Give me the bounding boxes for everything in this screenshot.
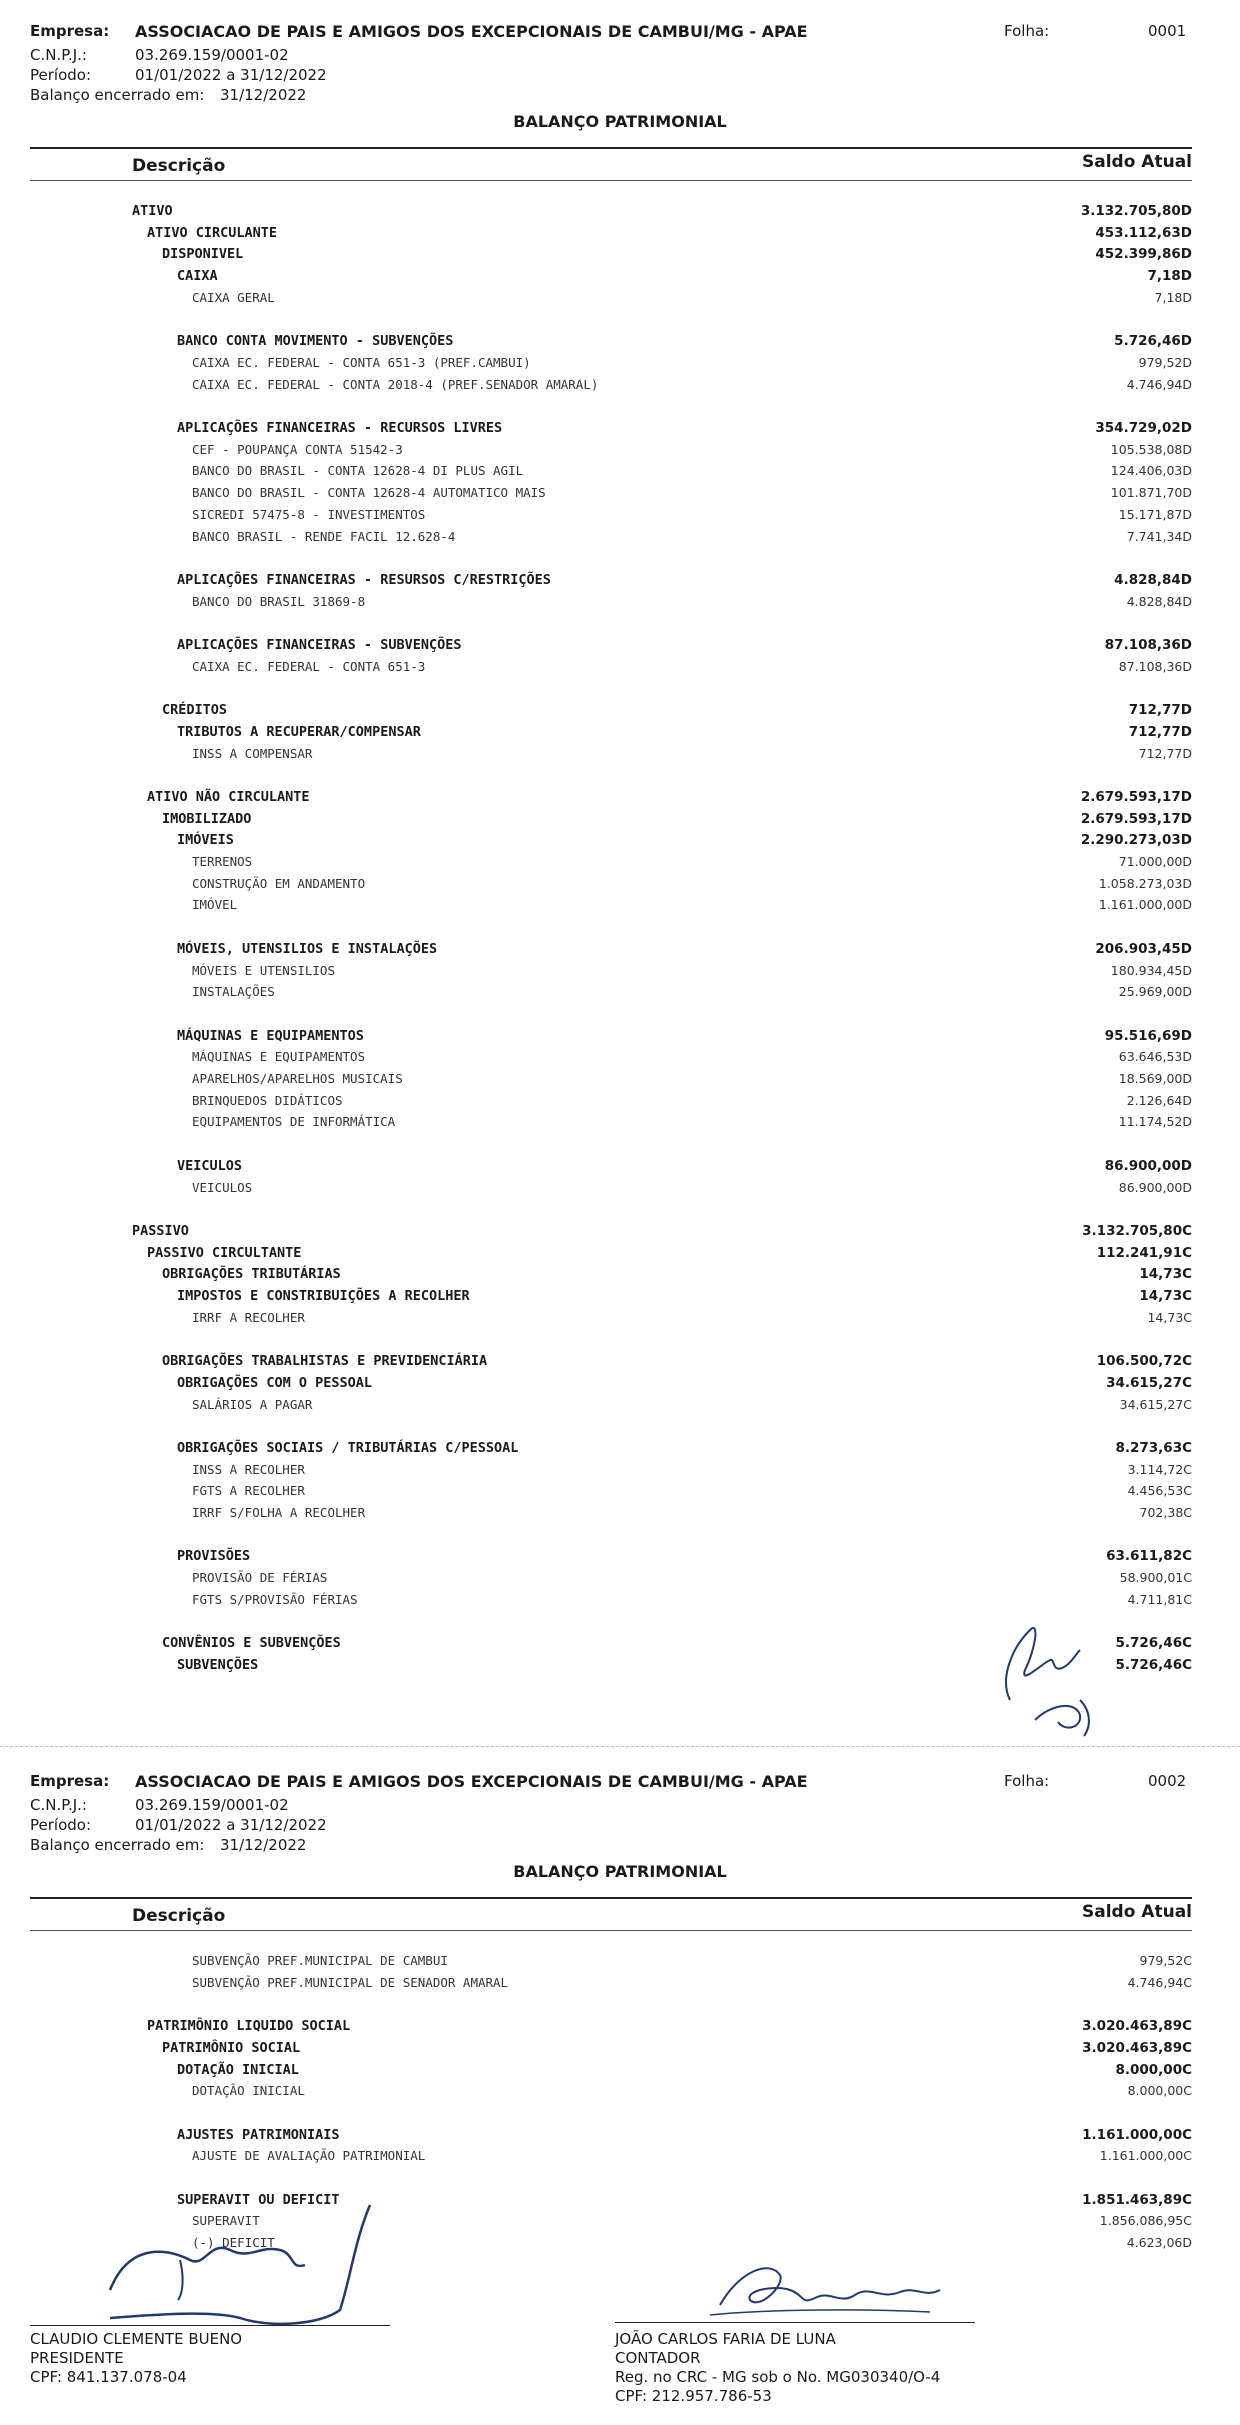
account-balance: 34.615,27C bbox=[1119, 1396, 1192, 1412]
column-saldo-atual: Saldo Atual bbox=[1082, 1902, 1192, 1922]
account-description: PROVISÕES bbox=[177, 1548, 251, 1565]
account-description: PROVISÃO DE FÉRIAS bbox=[192, 1570, 328, 1586]
account-balance: 1.856.086,95C bbox=[1099, 2213, 1192, 2229]
account-group-row bbox=[0, 225, 1240, 245]
account-group-row bbox=[0, 789, 1240, 809]
account-group-row bbox=[0, 941, 1240, 961]
account-group-row bbox=[0, 1440, 1240, 1460]
account-row bbox=[0, 1483, 1240, 1503]
account-group-row bbox=[0, 1158, 1240, 1178]
account-row bbox=[0, 594, 1240, 614]
account-description: OBRIGAÇÕES COM O PESSOAL bbox=[177, 1374, 373, 1391]
account-balance: 180.934,45D bbox=[1110, 962, 1192, 978]
account-group-row bbox=[0, 702, 1240, 722]
account-description: BANCO DO BRASIL 31869-8 bbox=[192, 593, 366, 609]
account-description: CAIXA EC. FEDERAL - CONTA 2018-4 (PREF.SENADOR AMARAL) bbox=[192, 376, 599, 392]
account-row bbox=[0, 507, 1240, 527]
account-description: DOTAÇÃO INICIAL bbox=[192, 2083, 305, 2099]
account-balance: 7,18D bbox=[1154, 289, 1192, 305]
account-balance: 452.399,86D bbox=[1095, 246, 1192, 263]
account-description: FGTS S/PROVISÃO FÉRIAS bbox=[192, 1591, 358, 1607]
account-description: SUBVENÇÕES bbox=[177, 1656, 259, 1673]
balanco-date: 31/12/2022 bbox=[220, 1836, 307, 1854]
account-description: IRRF S/FOLHA A RECOLHER bbox=[192, 1505, 366, 1520]
account-balance: 18.569,00D bbox=[1118, 1071, 1192, 1086]
account-balance: 1.851.463,89C bbox=[1082, 2191, 1192, 2208]
document-title: BALANÇO PATRIMONIAL bbox=[513, 112, 727, 131]
accountant-signature-line bbox=[615, 2322, 975, 2323]
account-balance: 4.828,84D bbox=[1126, 593, 1192, 609]
folha-label: Folha: bbox=[1004, 1772, 1050, 1790]
account-description: SUPERAVIT OU DEFICIT bbox=[177, 2191, 340, 2208]
account-description: IMÓVEL bbox=[192, 897, 238, 913]
account-group-row bbox=[0, 1288, 1240, 1308]
account-balance: 5.726,46C bbox=[1115, 1656, 1192, 1673]
empresa-label: Empresa: bbox=[30, 22, 110, 40]
account-row bbox=[0, 1049, 1240, 1069]
account-row bbox=[0, 1570, 1240, 1590]
account-row bbox=[0, 1505, 1240, 1525]
cnpj-label: C.N.P.J.: bbox=[30, 46, 87, 64]
account-description: OBRIGAÇÕES TRABALHISTAS E PREVIDENCIÁRIA bbox=[162, 1353, 488, 1370]
account-group-row bbox=[0, 811, 1240, 831]
account-balance: 34.615,27C bbox=[1106, 1374, 1192, 1391]
page-folha-2 bbox=[0, 1760, 1240, 2425]
account-description: DOTAÇÃO INICIAL bbox=[177, 2061, 299, 2078]
account-group-row bbox=[0, 1353, 1240, 1373]
account-description: CAIXA EC. FEDERAL - CONTA 651-3 bbox=[192, 658, 426, 674]
account-balance: 4.828,84D bbox=[1114, 571, 1192, 588]
account-balance: 712,77D bbox=[1128, 723, 1192, 740]
account-row bbox=[0, 746, 1240, 766]
periodo-value: 01/01/2022 a 31/12/2022 bbox=[135, 1816, 327, 1834]
account-description: OBRIGAÇÕES SOCIAIS / TRIBUTÁRIAS C/PESSOAL bbox=[177, 1439, 519, 1456]
account-description: SUBVENÇÃO PREF.MUNICIPAL DE SENADOR AMARAL bbox=[192, 1974, 509, 1990]
page-break bbox=[0, 1746, 1240, 1747]
account-balance: 58.900,01C bbox=[1119, 1570, 1192, 1586]
account-balance: 112.241,91C bbox=[1096, 1244, 1192, 1261]
account-description: APLICAÇÕES FINANCEIRAS - RESURSOS C/RESTRIÇÕES bbox=[177, 571, 551, 588]
account-group-row bbox=[0, 572, 1240, 592]
account-balance: 5.726,46C bbox=[1115, 1635, 1192, 1652]
account-description: PATRIMÔNIO LIQUIDO SOCIAL bbox=[147, 2018, 351, 2035]
account-description: OBRIGAÇÕES TRIBUTÁRIAS bbox=[162, 1266, 341, 1283]
account-row bbox=[0, 984, 1240, 1004]
column-rule bbox=[30, 180, 1192, 181]
accountant-cpf: CPF: 212.957.786-53 bbox=[615, 2387, 772, 2405]
account-description: CONVÊNIOS E SUBVENÇÕES bbox=[162, 1635, 341, 1652]
account-balance: 7,18D bbox=[1147, 268, 1192, 285]
accountant-signature bbox=[700, 2250, 960, 2330]
account-description: ATIVO NÃO CIRCULANTE bbox=[147, 788, 310, 805]
account-balance: 1.058.273,03D bbox=[1098, 875, 1192, 891]
account-row bbox=[0, 659, 1240, 679]
account-description: ATIVO bbox=[132, 203, 173, 219]
account-description: AJUSTE DE AVALIAÇÃO PATRIMONIAL bbox=[192, 2148, 426, 2164]
account-row bbox=[0, 897, 1240, 917]
account-group-row bbox=[0, 203, 1240, 223]
account-group-row bbox=[0, 268, 1240, 288]
document-title: BALANÇO PATRIMONIAL bbox=[513, 1862, 727, 1881]
account-balance: 4.623,06D bbox=[1126, 2235, 1192, 2251]
account-balance: 4.746,94C bbox=[1127, 1974, 1192, 1990]
president-signature-line bbox=[30, 2325, 390, 2326]
periodo-label: Período: bbox=[30, 66, 92, 84]
account-row bbox=[0, 442, 1240, 462]
account-description: INSTALAÇÕES bbox=[192, 984, 275, 1000]
account-balance: 8.000,00C bbox=[1115, 2061, 1192, 2078]
account-row bbox=[0, 2148, 1240, 2168]
account-balance: 7.741,34D bbox=[1126, 528, 1192, 544]
account-description: BANCO CONTA MOVIMENTO - SUBVENÇÕES bbox=[177, 333, 454, 350]
account-balance: 206.903,45D bbox=[1095, 940, 1192, 957]
account-balance: 101.871,70D bbox=[1110, 485, 1192, 501]
account-balance: 71.000,00D bbox=[1118, 854, 1192, 869]
account-description: SALÁRIOS A PAGAR bbox=[192, 1396, 313, 1412]
president-name: CLAUDIO CLEMENTE BUENO bbox=[30, 2330, 243, 2348]
account-description: MÁQUINAS E EQUIPAMENTOS bbox=[177, 1027, 364, 1044]
account-balance: 5.726,46D bbox=[1114, 333, 1192, 350]
account-row bbox=[0, 876, 1240, 896]
account-description: VEICULOS bbox=[177, 1157, 243, 1174]
account-row bbox=[0, 1310, 1240, 1330]
account-balance: 453.112,63D bbox=[1095, 224, 1192, 241]
account-balance: 3.114,72C bbox=[1127, 1461, 1192, 1477]
column-saldo-atual: Saldo Atual bbox=[1082, 152, 1192, 172]
account-description: BANCO DO BRASIL - CONTA 12628-4 DI PLUS AGIL bbox=[192, 463, 524, 479]
account-balance: 15.171,87D bbox=[1118, 506, 1192, 522]
account-balance: 63.646,53D bbox=[1118, 1049, 1192, 1065]
column-descricao: Descrição bbox=[132, 156, 226, 176]
periodo-value: 01/01/2022 a 31/12/2022 bbox=[135, 66, 327, 84]
account-description: SUBVENÇÃO PREF.MUNICIPAL DE CAMBUI bbox=[192, 1953, 448, 1968]
account-description: CONSTRUÇÃO EM ANDAMENTO bbox=[192, 875, 366, 891]
account-balance: 87.108,36D bbox=[1104, 637, 1192, 653]
empresa-label: Empresa: bbox=[30, 1772, 110, 1790]
account-description: BANCO BRASIL - RENDE FACIL 12.628-4 bbox=[192, 528, 456, 544]
account-group-row bbox=[0, 1028, 1240, 1048]
account-description: CAIXA bbox=[177, 268, 218, 285]
account-balance: 14,73C bbox=[1147, 1309, 1192, 1325]
account-description: CAIXA EC. FEDERAL - CONTA 651-3 (PREF.CAMBUI) bbox=[192, 354, 531, 370]
account-group-row bbox=[0, 246, 1240, 266]
account-row bbox=[0, 1975, 1240, 1995]
account-row bbox=[0, 529, 1240, 549]
account-balance: 1.161.000,00D bbox=[1098, 897, 1192, 913]
account-description: IMOBILIZADO bbox=[162, 810, 252, 827]
account-balance: 8.000,00C bbox=[1127, 2083, 1192, 2099]
account-balance: 3.132.705,80D bbox=[1080, 203, 1192, 219]
account-row bbox=[0, 1114, 1240, 1134]
account-row bbox=[0, 854, 1240, 874]
account-group-row bbox=[0, 724, 1240, 744]
account-description: IRRF A RECOLHER bbox=[192, 1309, 305, 1325]
account-row bbox=[0, 1397, 1240, 1417]
account-description: BRINQUEDOS DIDÁTICOS bbox=[192, 1092, 343, 1108]
account-group-row bbox=[0, 420, 1240, 440]
account-balance: 702,38C bbox=[1139, 1505, 1192, 1520]
signature-initials-mark bbox=[980, 1610, 1180, 1740]
folha-label: Folha: bbox=[1004, 22, 1050, 40]
president-cpf: CPF: 841.137.078-04 bbox=[30, 2368, 187, 2386]
account-balance: 25.969,00D bbox=[1118, 984, 1192, 1000]
account-row bbox=[0, 290, 1240, 310]
account-balance: 106.500,72C bbox=[1096, 1353, 1192, 1370]
account-balance: 3.132.705,80C bbox=[1082, 1222, 1192, 1239]
account-row bbox=[0, 2083, 1240, 2103]
column-descricao: Descrição bbox=[132, 1906, 226, 1926]
folha-number: 0002 bbox=[1148, 1772, 1187, 1790]
account-group-row bbox=[0, 2062, 1240, 2082]
account-group-row bbox=[0, 1223, 1240, 1243]
cnpj-value: 03.269.159/0001-02 bbox=[135, 46, 289, 64]
account-description: MÓVEIS, UTENSILIOS E INSTALAÇÕES bbox=[177, 940, 438, 957]
account-group-row bbox=[0, 1375, 1240, 1395]
account-description: INSS A RECOLHER bbox=[192, 1461, 305, 1477]
account-description: CAIXA GERAL bbox=[192, 289, 275, 305]
account-description: IMÓVEIS bbox=[177, 832, 234, 849]
account-description: EQUIPAMENTOS DE INFORMÁTICA bbox=[192, 1114, 396, 1130]
president-role: PRESIDENTE bbox=[30, 2349, 124, 2367]
account-description: FGTS A RECOLHER bbox=[192, 1483, 305, 1499]
account-balance: 124.406,03D bbox=[1110, 463, 1192, 479]
account-description: SICREDI 57475-8 - INVESTIMENTOS bbox=[192, 506, 426, 522]
account-row bbox=[0, 1071, 1240, 1091]
account-description: SUPERAVIT bbox=[192, 2213, 260, 2229]
periodo-label: Período: bbox=[30, 1816, 92, 1834]
account-description: CEF - POUPANÇA CONTA 51542-3 bbox=[192, 441, 403, 457]
account-description: (-) DEFICIT bbox=[192, 2235, 275, 2251]
balanco-date: 31/12/2022 bbox=[220, 86, 307, 104]
account-description: APLICAÇÕES FINANCEIRAS - RECURSOS LIVRES bbox=[177, 420, 503, 436]
account-group-row bbox=[0, 1266, 1240, 1286]
account-description: TERRENOS bbox=[192, 854, 253, 869]
account-group-row bbox=[0, 1245, 1240, 1265]
account-group-row bbox=[0, 2018, 1240, 2038]
folha-number: 0001 bbox=[1148, 22, 1187, 40]
account-balance: 2.290.273,03D bbox=[1080, 832, 1192, 849]
account-row bbox=[0, 1953, 1240, 1973]
account-row bbox=[0, 377, 1240, 397]
president-block bbox=[30, 2330, 242, 2387]
account-balance: 14,73C bbox=[1139, 1288, 1192, 1304]
accountant-registration: Reg. no CRC - MG sob o No. MG030340/O-4 bbox=[615, 2368, 941, 2386]
account-balance: 1.161.000,00C bbox=[1099, 2148, 1192, 2164]
account-description: AJUSTES PATRIMONIAIS bbox=[177, 2126, 340, 2143]
account-balance: 3.020.463,89C bbox=[1082, 2039, 1192, 2056]
account-row bbox=[0, 963, 1240, 983]
account-balance: 105.538,08D bbox=[1110, 441, 1192, 457]
account-group-row bbox=[0, 2127, 1240, 2147]
account-group-row bbox=[0, 1548, 1240, 1568]
cnpj-value: 03.269.159/0001-02 bbox=[135, 1796, 289, 1814]
account-description: CRÉDITOS bbox=[162, 702, 228, 719]
account-group-row bbox=[0, 637, 1240, 657]
account-balance: 95.516,69D bbox=[1104, 1027, 1192, 1044]
account-row bbox=[0, 463, 1240, 483]
account-balance: 979,52D bbox=[1138, 354, 1192, 370]
account-description: IMPOSTOS E CONSTRIBUIÇÕES A RECOLHER bbox=[177, 1288, 470, 1304]
accountant-name: JOÃO CARLOS FARIA DE LUNA bbox=[615, 2330, 836, 2348]
account-balance: 2.126,64D bbox=[1126, 1092, 1192, 1108]
balanco-label: Balanço encerrado em: bbox=[30, 86, 205, 104]
account-balance: 3.020.463,89C bbox=[1082, 2018, 1192, 2035]
account-description: APLICAÇÕES FINANCEIRAS - SUBVENÇÕES bbox=[177, 637, 462, 653]
account-description: MÁQUINAS E EQUIPAMENTOS bbox=[192, 1049, 366, 1065]
account-row bbox=[0, 355, 1240, 375]
header-rule bbox=[30, 1897, 1192, 1899]
account-balance: 87.108,36D bbox=[1118, 658, 1192, 674]
account-description: APARELHOS/APARELHOS MUSICAIS bbox=[192, 1071, 403, 1086]
account-balance: 712,77D bbox=[1128, 702, 1192, 719]
accountant-role: CONTADOR bbox=[615, 2349, 701, 2367]
column-rule bbox=[30, 1930, 1192, 1931]
account-balance: 14,73C bbox=[1139, 1266, 1192, 1283]
account-balance: 4.746,94D bbox=[1126, 376, 1192, 392]
account-balance: 4.711,81C bbox=[1127, 1591, 1192, 1607]
account-row bbox=[0, 485, 1240, 505]
account-balance: 11.174,52D bbox=[1118, 1114, 1192, 1130]
account-balance: 354.729,02D bbox=[1095, 420, 1192, 436]
account-row bbox=[0, 1180, 1240, 1200]
account-balance: 86.900,00D bbox=[1118, 1179, 1192, 1195]
account-description: VEICULOS bbox=[192, 1179, 253, 1195]
president-signature bbox=[90, 2200, 410, 2330]
account-description: PATRIMÔNIO SOCIAL bbox=[162, 2039, 301, 2056]
accountant-block bbox=[615, 2330, 940, 2406]
account-row bbox=[0, 1093, 1240, 1113]
account-description: MÓVEIS E UTENSILIOS bbox=[192, 962, 335, 978]
account-balance: 8.273,63C bbox=[1115, 1439, 1192, 1456]
cnpj-label: C.N.P.J.: bbox=[30, 1796, 87, 1814]
account-balance: 979,52C bbox=[1139, 1953, 1192, 1968]
account-balance: 63.611,82C bbox=[1106, 1548, 1192, 1565]
account-balance: 1.161.000,00C bbox=[1082, 2126, 1192, 2143]
balanco-label: Balanço encerrado em: bbox=[30, 1836, 205, 1854]
account-balance: 86.900,00D bbox=[1104, 1157, 1192, 1174]
account-row bbox=[0, 1592, 1240, 1612]
account-row bbox=[0, 1462, 1240, 1482]
account-description: TRIBUTOS A RECUPERAR/COMPENSAR bbox=[177, 723, 421, 740]
account-balance: 2.679.593,17D bbox=[1080, 810, 1192, 827]
account-description: ATIVO CIRCULANTE bbox=[147, 224, 278, 241]
account-group-row bbox=[0, 832, 1240, 852]
account-group-row bbox=[0, 2040, 1240, 2060]
account-description: DISPONIVEL bbox=[162, 246, 244, 263]
account-description: PASSIVO CIRCULTANTE bbox=[147, 1244, 302, 1261]
account-description: PASSIVO bbox=[132, 1222, 189, 1239]
account-balance: 712,77D bbox=[1138, 745, 1192, 761]
account-description: INSS A COMPENSAR bbox=[192, 745, 313, 761]
account-group-row bbox=[0, 333, 1240, 353]
header-rule bbox=[30, 147, 1192, 149]
company-name: ASSOCIACAO DE PAIS E AMIGOS DOS EXCEPCIONAIS DE CAMBUI/MG - APAE bbox=[135, 22, 808, 41]
company-name: ASSOCIACAO DE PAIS E AMIGOS DOS EXCEPCIONAIS DE CAMBUI/MG - APAE bbox=[135, 1772, 808, 1791]
account-description: BANCO DO BRASIL - CONTA 12628-4 AUTOMATICO MAIS bbox=[192, 485, 546, 501]
account-balance: 4.456,53C bbox=[1127, 1483, 1192, 1499]
account-balance: 2.679.593,17D bbox=[1080, 788, 1192, 805]
